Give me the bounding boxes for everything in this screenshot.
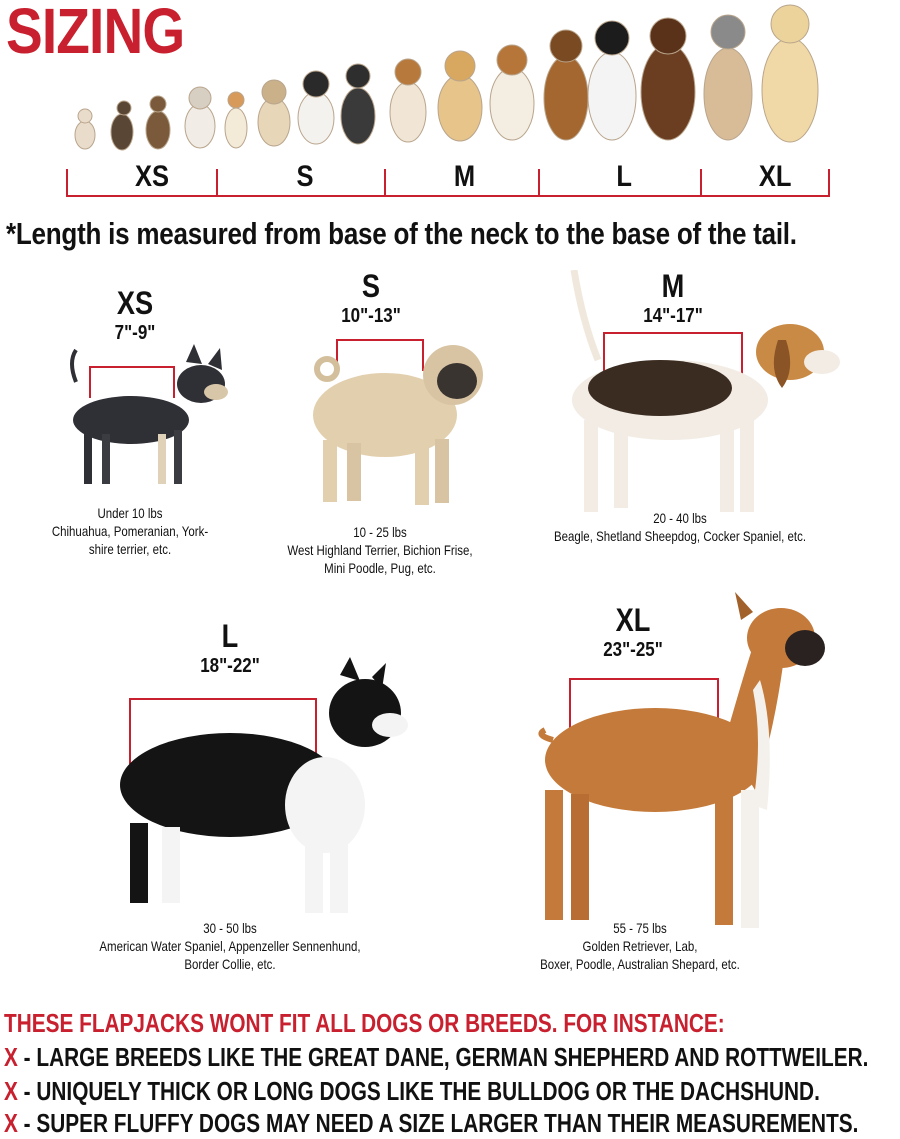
size-range: 18"-22" <box>200 655 260 677</box>
warning-text: - SUPER FLUFFY DOGS MAY NEED A SIZE LARGER THAN THEIR MEASUREMENTS. <box>23 1108 859 1138</box>
size-scale-line <box>66 195 830 197</box>
beagle-image <box>560 270 845 525</box>
size-range: 23"-25" <box>603 639 663 661</box>
size-range: 14"-17" <box>643 305 703 327</box>
breeds-line-2: Boxer, Poodle, Australian Shepard, etc. <box>540 956 740 972</box>
weight-text: 55 - 75 lbs <box>613 920 667 936</box>
warning-text: - LARGE BREEDS LIKE THE GREAT DANE, GERMAN SHEPHERD AND ROTTWEILER. <box>23 1042 869 1072</box>
x-marker: X <box>4 1076 18 1106</box>
scale-label-xs: XS <box>135 160 170 193</box>
weight-text: 20 - 40 lbs <box>653 510 707 526</box>
breeds-line-1: West Highland Terrier, Bichion Frise, <box>287 542 473 558</box>
breeds-line-1: Beagle, Shetland Sheepdog, Cocker Spaniel, etc. <box>553 528 807 544</box>
scale-label-s: S <box>296 160 314 193</box>
warning-item <box>4 1042 868 1073</box>
scale-label-l: L <box>616 160 632 193</box>
breeds-line-1: Golden Retriever, Lab, <box>582 938 698 954</box>
scale-tick <box>216 169 218 197</box>
measurement-note: *Length is measured from base of the neck to the base of the tail. <box>6 216 797 251</box>
warning-item <box>4 1076 820 1107</box>
size-l-caption <box>70 919 390 973</box>
breeds-line-2: Border Collie, etc. <box>184 956 276 972</box>
warning-text: - UNIQUELY THICK OR LONG DOGS LIKE THE BULLDOG OR THE DACHSHUND. <box>23 1076 820 1106</box>
weight-text: 10 - 25 lbs <box>353 524 407 540</box>
size-xs-header <box>60 285 210 345</box>
warning-item <box>4 1108 858 1139</box>
size-xl-caption <box>490 919 790 973</box>
chihuahua-image <box>66 342 241 502</box>
warning-heading: THESE FLAPJACKS WONT FIT ALL DOGS OR BREEDS. FOR INSTANCE: <box>4 1008 725 1038</box>
scale-label-xl: XL <box>758 160 792 193</box>
size-range: 10"-13" <box>341 305 401 327</box>
scale-label-m: M <box>453 160 476 193</box>
size-xs-caption <box>20 504 240 558</box>
scale-tick <box>538 169 540 197</box>
pug-image <box>305 335 490 515</box>
weight-text: Under 10 lbs <box>97 505 163 521</box>
weight-text: 30 - 50 lbs <box>203 920 257 936</box>
page-title: SIZING <box>6 0 185 67</box>
size-s-caption <box>260 523 500 577</box>
size-range: 7"-9" <box>114 322 156 344</box>
x-marker: X <box>4 1108 18 1138</box>
size-letter: S <box>361 268 381 304</box>
breeds-line-1: American Water Spaniel, Appenzeller Sennenhund, <box>99 938 361 954</box>
dog-lineup-image <box>60 0 840 160</box>
scale-tick <box>700 169 702 197</box>
x-marker: X <box>4 1042 18 1072</box>
breeds-line-2: Mini Poodle, Pug, etc. <box>324 560 436 576</box>
scale-tick <box>828 169 830 197</box>
size-m-caption <box>520 509 840 545</box>
border-collie-image <box>110 655 420 925</box>
size-letter: XL <box>615 602 651 638</box>
breeds-line-1: Chihuahua, Pomeranian, York- <box>51 523 209 539</box>
size-letter: L <box>221 618 239 654</box>
size-letter: M <box>661 268 685 304</box>
size-s-header <box>296 268 446 328</box>
scale-tick <box>384 169 386 197</box>
breeds-line-2: shire terrier, etc. <box>88 541 172 557</box>
size-letter: XS <box>116 285 154 321</box>
boxer-image <box>505 590 835 940</box>
scale-tick <box>66 169 68 197</box>
